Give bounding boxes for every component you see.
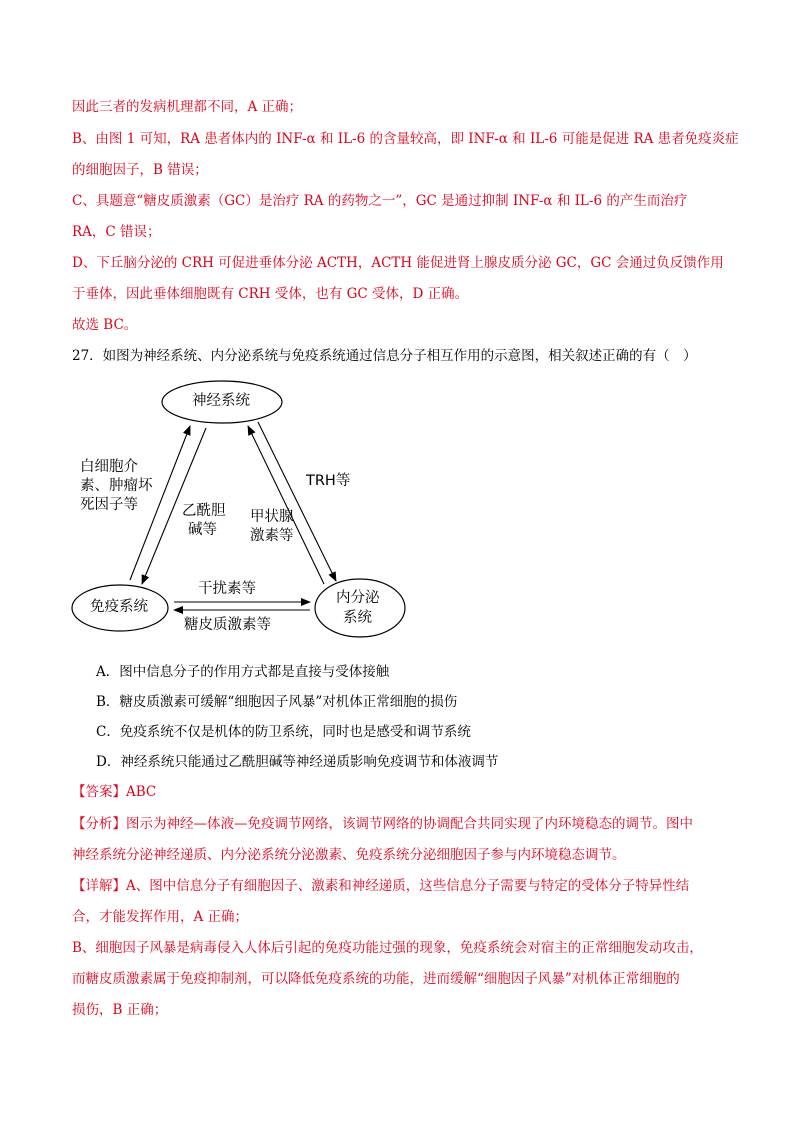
arrow-immune-to-nervous: [130, 426, 190, 580]
interferon-label: 干扰素等: [198, 581, 256, 597]
detail-text-1: A、图中信息分子有细胞因子、激素和神经递质，这些信息分子需要与特定的受体分子特异性结: [126, 878, 690, 894]
analysis-line-2: 神经系统分泌神经递质、内分泌系统分泌激素、免疫系统分泌细胞因子参与内环境稳态调节。: [72, 847, 626, 863]
prev-explanation-line-6: D、下丘脑分泌的 CRH 可促进垂体分泌 ACTH，ACTH 能促进肾上腺皮质分泌 GC，GC 会通过负反馈作用: [72, 255, 724, 271]
thyroid-hormone-label-1: 甲状腺: [250, 509, 294, 525]
cytokines-label-3: 死因子等: [80, 497, 138, 513]
detail-line-5: 损伤，B 正确；: [72, 1002, 168, 1018]
prev-conclusion: 故选 BC。: [72, 317, 138, 333]
nervous-system-label: 神经系统: [192, 393, 250, 409]
acetylcholine-label-2: 碱等: [188, 522, 217, 538]
acetylcholine-label-1: 乙酰胆: [182, 503, 226, 519]
endocrine-system-label-2: 系统: [343, 610, 372, 626]
analysis-text-1: 图示为神经—体液—免疫调节网络，该调节网络的协调配合共同实现了内环境稳态的调节。图中: [126, 816, 693, 832]
option-d: D．神经系统只能通过乙酰胆碱等神经递质影响免疫调节和体液调节: [96, 754, 499, 770]
prev-explanation-line-4: C、具题意“糖皮质激素（GC）是治疗 RA 的药物之一”，GC 是通过抑制 INF-α 和 IL-6 的产生而治疗: [72, 193, 688, 209]
option-c: C．免疫系统不仅是机体的防卫系统，同时也是感受和调节系统: [96, 724, 471, 740]
question-stem: 27．如图为神经系统、内分泌系统与免疫系统通过信息分子相互作用的示意图，相关叙述正确的有（ ）: [72, 348, 697, 364]
regulation-network-diagram: [70, 378, 430, 640]
prev-explanation-line-7: 于垂体，因此垂体细胞既有 CRH 受体，也有 GC 受体，D 正确。: [72, 286, 469, 302]
detail-line-4: 而糖皮质激素属于免疫抑制剂，可以降低免疫系统的功能，进而缓解“细胞因子风暴”对机体正常细胞的: [72, 971, 680, 987]
detail-line-1: [72, 876, 689, 896]
arrow-endocrine-to-nervous: [248, 426, 324, 584]
endocrine-system-label-1: 内分泌: [336, 590, 380, 606]
analysis-tag: 【分析】: [72, 816, 126, 832]
prev-explanation-line-1: 因此三者的发病机理都不同，A 正确；: [72, 99, 303, 115]
immune-system-label: 免疫系统: [90, 599, 148, 615]
trh-label: TRH等: [306, 473, 351, 489]
detail-line-3: B、细胞因子风暴是病毒侵入人体后引起的免疫功能过强的现象，免疫系统会对宿主的正常细胞发动攻击，: [72, 940, 703, 956]
detail-line-2: 合，才能发挥作用，A 正确；: [72, 909, 249, 925]
prev-explanation-line-3: 的细胞因子，B 错误；: [72, 162, 208, 178]
endocrine-system-node: [315, 579, 405, 637]
detail-tag: 【详解】: [72, 878, 126, 894]
answer-tag: 【答案】: [72, 784, 126, 800]
prev-explanation-line-5: RA，C 错误；: [72, 224, 161, 240]
analysis-line-1: [72, 814, 693, 834]
answer-value: ABC: [126, 784, 157, 800]
option-a: A．图中信息分子的作用方式都是直接与受体接触: [96, 664, 390, 680]
answer-line: [72, 782, 156, 802]
arrow-nervous-to-endocrine: [258, 422, 336, 581]
option-b: B．糖皮质激素可缓解“细胞因子风暴”对机体正常细胞的损伤: [96, 694, 458, 710]
prev-explanation-line-2: B、由图 1 可知，RA 患者体内的 INF-α 和 IL-6 的含量较高，即 INF-α 和 IL-6 可能是促进 RA 患者免疫炎症: [72, 131, 739, 147]
cytokines-label-1: 白细胞介: [80, 459, 138, 475]
thyroid-hormone-label-2: 激素等: [250, 528, 294, 544]
glucocorticoid-label: 糖皮质激素等: [184, 617, 271, 633]
cytokines-label-2: 素、肿瘤坏: [80, 478, 153, 494]
